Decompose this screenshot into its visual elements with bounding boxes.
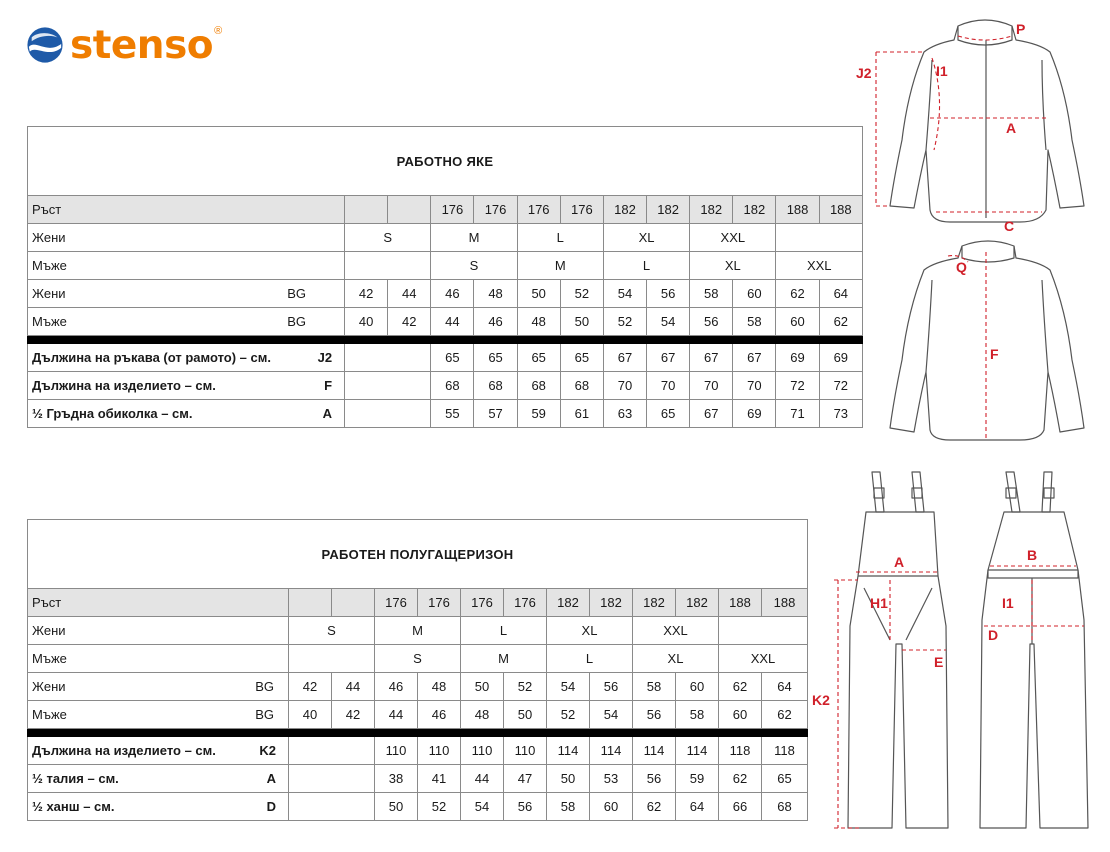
table-cell: 61 [560, 400, 603, 428]
table-cell: M [431, 224, 517, 252]
table-cell: 59 [517, 400, 560, 428]
table-cell: 46 [474, 308, 517, 336]
table-cell: 176 [431, 196, 474, 224]
table-cell: 54 [647, 308, 690, 336]
overall-back-illustration [980, 472, 1088, 828]
table-cell: 182 [590, 589, 633, 617]
label-k2: K2 [812, 692, 830, 708]
measurement-code: J2 [317, 350, 333, 365]
table-cell: 65 [560, 344, 603, 372]
row-label: Мъже [28, 645, 289, 673]
table-cell: S [289, 617, 375, 645]
brand-name: stenso [70, 22, 214, 68]
table-cell: 69 [733, 400, 776, 428]
row-label: Ръст [28, 589, 289, 617]
table-cell: 72 [776, 372, 819, 400]
measurement-name: ½ ханш – см. [32, 799, 115, 814]
table-cell: 67 [690, 344, 733, 372]
table-cell: 176 [474, 196, 517, 224]
table-cell: 50 [375, 793, 418, 821]
table-cell: 60 [590, 793, 633, 821]
label-i1: I1 [936, 63, 948, 79]
measurement-name: ½ Гръдна обиколка – см. [32, 406, 193, 421]
table-cell: L [603, 252, 689, 280]
table-cell: 63 [603, 400, 646, 428]
table-cell: L [517, 224, 603, 252]
table-cell: 38 [375, 765, 418, 793]
table-cell: 182 [690, 196, 733, 224]
table-cell: XXL [719, 645, 808, 673]
table-cell: 70 [690, 372, 733, 400]
table-cell: 60 [733, 280, 776, 308]
table-cell: 52 [418, 793, 461, 821]
row-code: BG [287, 286, 307, 301]
table-cell: 65 [647, 400, 690, 428]
table-cell: 62 [719, 765, 762, 793]
label-a: A [1006, 120, 1017, 136]
measurement-name: Дължина на изделието – см. [32, 378, 216, 393]
table-cell: 58 [733, 308, 776, 336]
measure-line-p [958, 36, 1012, 40]
table-cell: XL [603, 224, 689, 252]
measurement-code: D [266, 799, 276, 814]
label-j2: J2 [856, 65, 872, 81]
measurement-name: Дължина на изделието – см. [32, 743, 216, 758]
table-cell: 69 [819, 344, 862, 372]
measurement-code: A [266, 771, 276, 786]
table-cell: 50 [504, 701, 547, 729]
table-cell: 55 [431, 400, 474, 428]
table-cell: 69 [776, 344, 819, 372]
table-cell: 58 [633, 673, 676, 701]
table-cell: 48 [418, 673, 461, 701]
table-cell: 188 [819, 196, 862, 224]
table-cell: XXL [633, 617, 719, 645]
table-cell: 59 [676, 765, 719, 793]
row-label-text: Жени [32, 679, 66, 694]
table-cell: 50 [461, 673, 504, 701]
measurement-name: Дължина на ръкава (от рамото) – см. [32, 350, 271, 365]
table-title: РАБОТНО ЯКЕ [28, 127, 863, 196]
table-cell: 54 [461, 793, 504, 821]
table-cell: 71 [776, 400, 819, 428]
table-cell: 182 [733, 196, 776, 224]
row-label-text: Жени [32, 286, 66, 301]
row-code: BG [255, 707, 274, 722]
table-cell: 48 [517, 308, 560, 336]
table-cell: 62 [776, 280, 819, 308]
table-cell: 56 [633, 765, 676, 793]
table-cell: 58 [547, 793, 590, 821]
table-cell: 47 [504, 765, 547, 793]
table-cell: 182 [633, 589, 676, 617]
label-overall-i1: I1 [1002, 595, 1014, 611]
table-cell: XL [547, 617, 633, 645]
table-cell: 56 [690, 308, 733, 336]
table-cell: 67 [647, 344, 690, 372]
table-cell: 64 [676, 793, 719, 821]
table-cell: 50 [517, 280, 560, 308]
label-b: B [1027, 547, 1038, 563]
jacket-back-illustration [890, 241, 1084, 440]
table-cell: 114 [547, 737, 590, 765]
row-label: Жени [28, 617, 289, 645]
table-cell: 72 [819, 372, 862, 400]
table-cell: 188 [762, 589, 808, 617]
table-cell: 70 [647, 372, 690, 400]
table-cell: 176 [375, 589, 418, 617]
table-cell: XXL [690, 224, 776, 252]
row-label-text: Мъже [32, 314, 67, 329]
table-cell: 56 [647, 280, 690, 308]
table-cell: 62 [633, 793, 676, 821]
measurement-code: A [322, 406, 333, 421]
table-cell: 182 [603, 196, 646, 224]
table-cell: 68 [517, 372, 560, 400]
table-cell: 66 [719, 793, 762, 821]
table-cell: S [375, 645, 461, 673]
table-cell: 176 [418, 589, 461, 617]
table-cell: 182 [647, 196, 690, 224]
label-q: Q [956, 259, 967, 275]
table-cell: 188 [776, 196, 819, 224]
table-cell: 53 [590, 765, 633, 793]
table-cell: 62 [819, 308, 862, 336]
table-cell: 60 [776, 308, 819, 336]
table-cell: 118 [719, 737, 762, 765]
table-cell: 114 [590, 737, 633, 765]
table-cell: 67 [690, 400, 733, 428]
row-code: BG [255, 679, 274, 694]
table-cell: M [461, 645, 547, 673]
table-cell: 110 [461, 737, 504, 765]
table-cell: 68 [560, 372, 603, 400]
table-cell: 65 [474, 344, 517, 372]
table-cell: 110 [375, 737, 418, 765]
table-cell: S [431, 252, 517, 280]
table-cell: 58 [676, 701, 719, 729]
table-title: РАБОТЕН ПОЛУГАЩЕРИЗОН [28, 520, 808, 589]
table-cell: 62 [719, 673, 762, 701]
table-cell: 52 [560, 280, 603, 308]
table-cell: M [375, 617, 461, 645]
table-cell: 68 [474, 372, 517, 400]
table-cell: 52 [603, 308, 646, 336]
table-cell: 54 [590, 701, 633, 729]
table-cell: 118 [762, 737, 808, 765]
label-overall-a: A [894, 554, 905, 570]
table-cell: 56 [504, 793, 547, 821]
label-p: P [1016, 21, 1026, 37]
table-cell: 114 [633, 737, 676, 765]
table-cell: 68 [762, 793, 808, 821]
table-cell: 114 [676, 737, 719, 765]
table-cell: 64 [819, 280, 862, 308]
label-e: E [934, 654, 944, 670]
table-cell: 54 [547, 673, 590, 701]
table-cell: M [517, 252, 603, 280]
measurement-code: K2 [259, 743, 276, 758]
table-cell: 48 [461, 701, 504, 729]
table-cell: 44 [375, 701, 418, 729]
table-cell: 182 [676, 589, 719, 617]
table-cell: 44 [332, 673, 375, 701]
table-cell: 73 [819, 400, 862, 428]
table-cell: 70 [603, 372, 646, 400]
table-cell: L [547, 645, 633, 673]
table-cell: 58 [690, 280, 733, 308]
table-cell: 110 [504, 737, 547, 765]
table-cell: XL [633, 645, 719, 673]
table-cell: 52 [504, 673, 547, 701]
table-cell: 44 [461, 765, 504, 793]
table-cell: 40 [345, 308, 388, 336]
table-cell: 68 [431, 372, 474, 400]
table-cell: 62 [762, 701, 808, 729]
table-cell: 67 [603, 344, 646, 372]
table-cell: 56 [633, 701, 676, 729]
table-cell: 42 [289, 673, 332, 701]
table-cell: 52 [547, 701, 590, 729]
row-label: Ръст [28, 196, 345, 224]
table-cell: 65 [517, 344, 560, 372]
row-label: Жени [28, 224, 345, 252]
table-cell: XXL [776, 252, 863, 280]
table-cell: 44 [388, 280, 431, 308]
table-cell: 56 [590, 673, 633, 701]
label-d: D [988, 627, 999, 643]
table-cell: 176 [517, 196, 560, 224]
table-cell: 50 [560, 308, 603, 336]
label-h1: H1 [870, 595, 888, 611]
table-cell: 110 [418, 737, 461, 765]
measurement-name: ½ талия – см. [32, 771, 119, 786]
label-f: F [990, 346, 999, 362]
table-cell: 42 [345, 280, 388, 308]
table-cell: S [345, 224, 431, 252]
table-cell: 42 [332, 701, 375, 729]
table-cell: 182 [547, 589, 590, 617]
label-c: C [1004, 218, 1015, 234]
table-cell: 44 [431, 308, 474, 336]
row-label-text: Мъже [32, 707, 67, 722]
table-cell: 67 [733, 344, 776, 372]
measurement-code: F [324, 378, 333, 393]
table-cell: 176 [560, 196, 603, 224]
table-cell: 48 [474, 280, 517, 308]
table-cell: 50 [547, 765, 590, 793]
row-code: BG [287, 314, 307, 329]
table-cell: XL [690, 252, 776, 280]
table-cell: 54 [603, 280, 646, 308]
row-label: Мъже [28, 252, 345, 280]
table-cell: 65 [431, 344, 474, 372]
table-cell: 65 [762, 765, 808, 793]
jacket-front-illustration [890, 20, 1084, 222]
table-cell: 60 [676, 673, 719, 701]
table-cell: 64 [762, 673, 808, 701]
table-cell: 46 [418, 701, 461, 729]
table-cell: 46 [431, 280, 474, 308]
table-cell: 70 [733, 372, 776, 400]
table-cell: L [461, 617, 547, 645]
table-cell: 46 [375, 673, 418, 701]
table-cell: 57 [474, 400, 517, 428]
registered-mark: ® [214, 25, 223, 37]
table-cell: 188 [719, 589, 762, 617]
table-cell: 41 [418, 765, 461, 793]
table-cell: 60 [719, 701, 762, 729]
table-cell: 176 [461, 589, 504, 617]
table-cell: 42 [388, 308, 431, 336]
table-cell: 176 [504, 589, 547, 617]
table-cell: 40 [289, 701, 332, 729]
